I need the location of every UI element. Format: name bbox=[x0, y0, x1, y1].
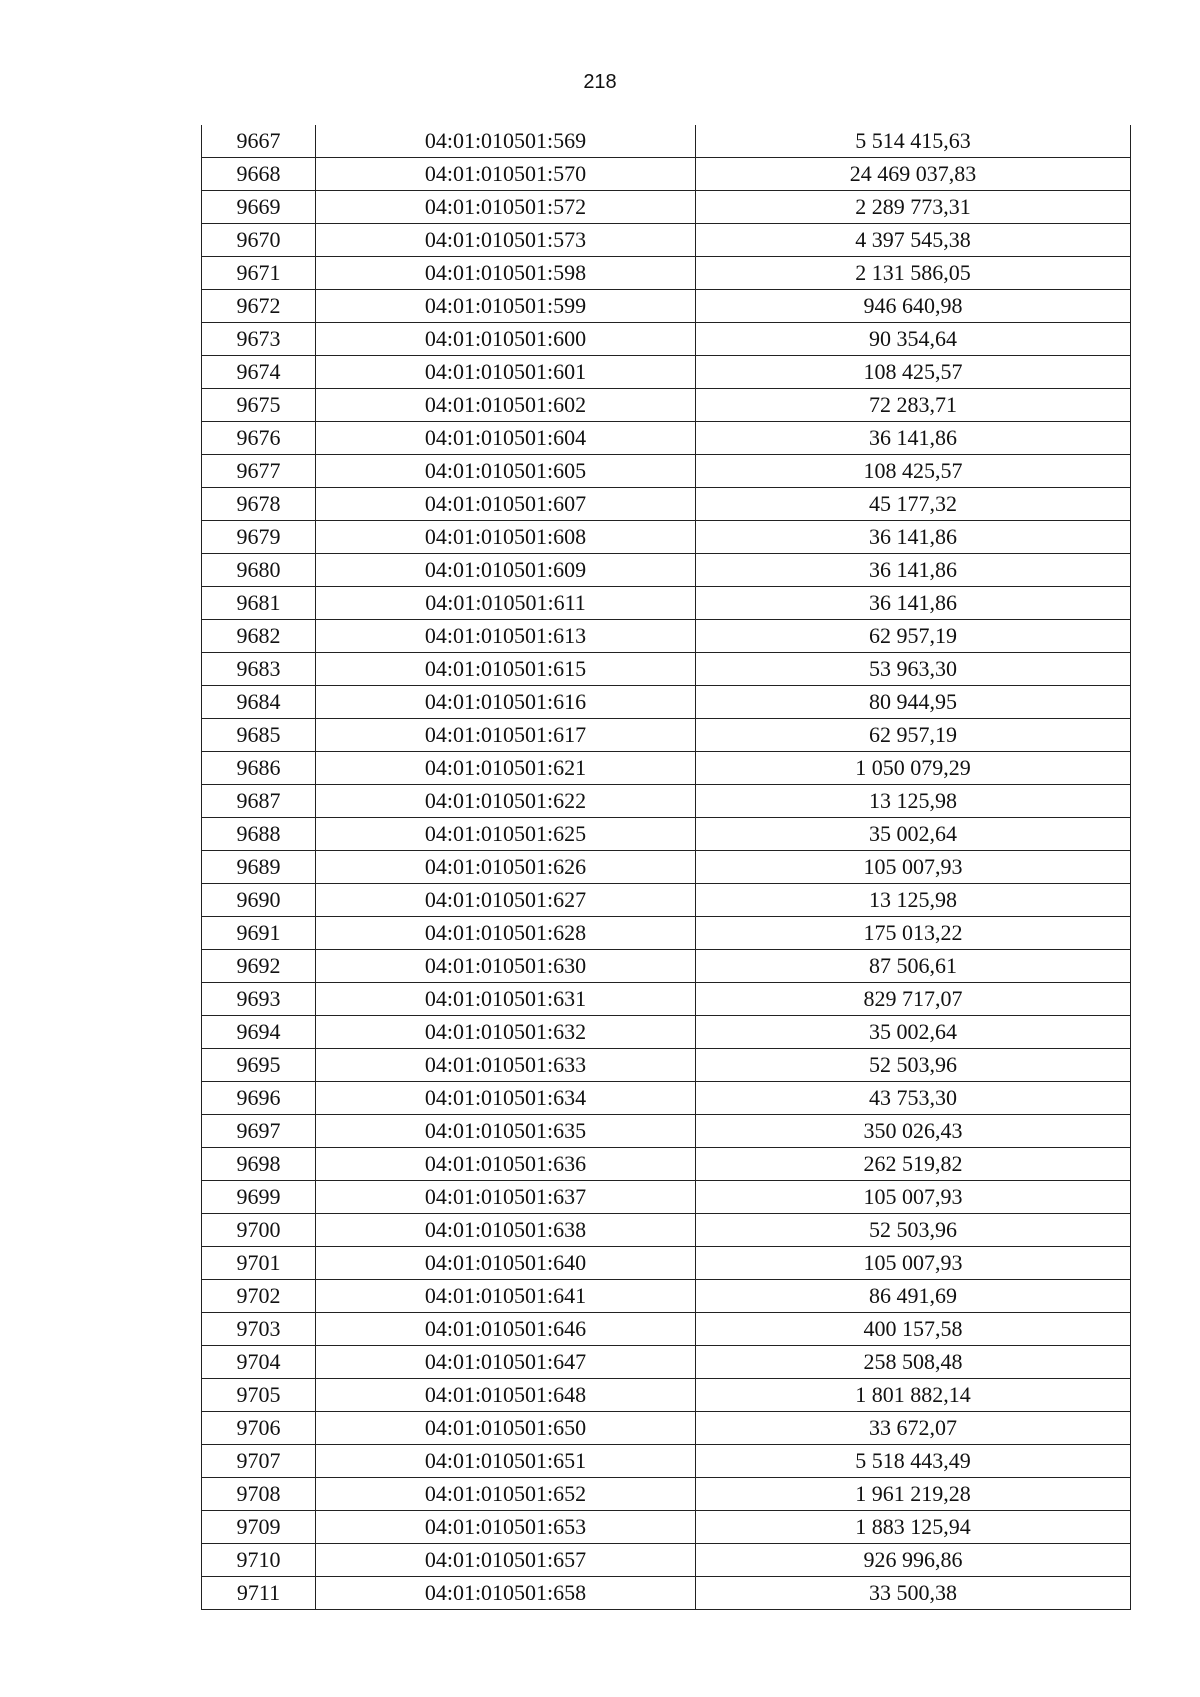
cadastral-number-cell: 04:01:010501:646 bbox=[316, 1313, 696, 1346]
value-cell: 946 640,98 bbox=[696, 290, 1131, 323]
cadastral-number-cell: 04:01:010501:572 bbox=[316, 191, 696, 224]
table-row bbox=[202, 1115, 1131, 1148]
row-number-cell: 9698 bbox=[202, 1148, 316, 1181]
table-row bbox=[202, 653, 1131, 686]
value-cell: 87 506,61 bbox=[696, 950, 1131, 983]
table-row bbox=[202, 1181, 1131, 1214]
value-cell: 72 283,71 bbox=[696, 389, 1131, 422]
row-number-cell: 9692 bbox=[202, 950, 316, 983]
cadastral-number-cell: 04:01:010501:658 bbox=[316, 1577, 696, 1610]
table-row bbox=[202, 422, 1131, 455]
table-row bbox=[202, 917, 1131, 950]
row-number-cell: 9668 bbox=[202, 158, 316, 191]
table-row bbox=[202, 752, 1131, 785]
table-row bbox=[202, 191, 1131, 224]
table-row bbox=[202, 1082, 1131, 1115]
value-cell: 35 002,64 bbox=[696, 1016, 1131, 1049]
cadastral-number-cell: 04:01:010501:630 bbox=[316, 950, 696, 983]
row-number-cell: 9700 bbox=[202, 1214, 316, 1247]
row-number-cell: 9711 bbox=[202, 1577, 316, 1610]
value-cell: 52 503,96 bbox=[696, 1214, 1131, 1247]
value-cell: 2 289 773,31 bbox=[696, 191, 1131, 224]
row-number-cell: 9681 bbox=[202, 587, 316, 620]
row-number-cell: 9690 bbox=[202, 884, 316, 917]
row-number-cell: 9677 bbox=[202, 455, 316, 488]
row-number-cell: 9669 bbox=[202, 191, 316, 224]
value-cell: 43 753,30 bbox=[696, 1082, 1131, 1115]
table-row bbox=[202, 884, 1131, 917]
row-number-cell: 9676 bbox=[202, 422, 316, 455]
cadastral-number-cell: 04:01:010501:632 bbox=[316, 1016, 696, 1049]
row-number-cell: 9670 bbox=[202, 224, 316, 257]
row-number-cell: 9674 bbox=[202, 356, 316, 389]
row-number-cell: 9699 bbox=[202, 1181, 316, 1214]
value-cell: 829 717,07 bbox=[696, 983, 1131, 1016]
row-number-cell: 9691 bbox=[202, 917, 316, 950]
cadastral-number-cell: 04:01:010501:611 bbox=[316, 587, 696, 620]
row-number-cell: 9709 bbox=[202, 1511, 316, 1544]
cadastral-number-cell: 04:01:010501:613 bbox=[316, 620, 696, 653]
table-row bbox=[202, 1016, 1131, 1049]
table-row bbox=[202, 455, 1131, 488]
table-row bbox=[202, 389, 1131, 422]
value-cell: 175 013,22 bbox=[696, 917, 1131, 950]
table-row bbox=[202, 818, 1131, 851]
row-number-cell: 9695 bbox=[202, 1049, 316, 1082]
cadastral-number-cell: 04:01:010501:600 bbox=[316, 323, 696, 356]
cadastral-number-cell: 04:01:010501:648 bbox=[316, 1379, 696, 1412]
row-number-cell: 9680 bbox=[202, 554, 316, 587]
cadastral-number-cell: 04:01:010501:607 bbox=[316, 488, 696, 521]
value-cell: 1 961 219,28 bbox=[696, 1478, 1131, 1511]
value-cell: 45 177,32 bbox=[696, 488, 1131, 521]
table-row bbox=[202, 488, 1131, 521]
table-row bbox=[202, 785, 1131, 818]
row-number-cell: 9706 bbox=[202, 1412, 316, 1445]
page-number: 218 bbox=[583, 71, 617, 93]
value-cell: 52 503,96 bbox=[696, 1049, 1131, 1082]
table-row bbox=[202, 1544, 1131, 1577]
row-number-cell: 9705 bbox=[202, 1379, 316, 1412]
cadastral-number-cell: 04:01:010501:615 bbox=[316, 653, 696, 686]
value-cell: 80 944,95 bbox=[696, 686, 1131, 719]
cadastral-number-cell: 04:01:010501:604 bbox=[316, 422, 696, 455]
table-row bbox=[202, 1379, 1131, 1412]
row-number-cell: 9710 bbox=[202, 1544, 316, 1577]
table-row bbox=[202, 1247, 1131, 1280]
value-cell: 33 672,07 bbox=[696, 1412, 1131, 1445]
cadastral-number-cell: 04:01:010501:651 bbox=[316, 1445, 696, 1478]
row-number-cell: 9673 bbox=[202, 323, 316, 356]
value-cell: 90 354,64 bbox=[696, 323, 1131, 356]
table-row bbox=[202, 521, 1131, 554]
value-cell: 36 141,86 bbox=[696, 554, 1131, 587]
row-number-cell: 9701 bbox=[202, 1247, 316, 1280]
cadastral-number-cell: 04:01:010501:634 bbox=[316, 1082, 696, 1115]
row-number-cell: 9693 bbox=[202, 983, 316, 1016]
cadastral-number-cell: 04:01:010501:628 bbox=[316, 917, 696, 950]
row-number-cell: 9678 bbox=[202, 488, 316, 521]
table-row bbox=[202, 290, 1131, 323]
cadastral-number-cell: 04:01:010501:601 bbox=[316, 356, 696, 389]
value-cell: 36 141,86 bbox=[696, 587, 1131, 620]
table-row bbox=[202, 1445, 1131, 1478]
cadastral-number-cell: 04:01:010501:617 bbox=[316, 719, 696, 752]
row-number-cell: 9684 bbox=[202, 686, 316, 719]
cadastral-number-cell: 04:01:010501:653 bbox=[316, 1511, 696, 1544]
cadastral-number-cell: 04:01:010501:621 bbox=[316, 752, 696, 785]
cadastral-number-cell: 04:01:010501:605 bbox=[316, 455, 696, 488]
value-cell: 108 425,57 bbox=[696, 356, 1131, 389]
value-cell: 33 500,38 bbox=[696, 1577, 1131, 1610]
value-cell: 62 957,19 bbox=[696, 719, 1131, 752]
cadastral-number-cell: 04:01:010501:636 bbox=[316, 1148, 696, 1181]
value-cell: 105 007,93 bbox=[696, 1247, 1131, 1280]
table-row bbox=[202, 1049, 1131, 1082]
row-number-cell: 9697 bbox=[202, 1115, 316, 1148]
table-row bbox=[202, 1148, 1131, 1181]
table-row bbox=[202, 125, 1131, 158]
cadastral-number-cell: 04:01:010501:647 bbox=[316, 1346, 696, 1379]
value-cell: 86 491,69 bbox=[696, 1280, 1131, 1313]
value-cell: 5 518 443,49 bbox=[696, 1445, 1131, 1478]
table-row bbox=[202, 158, 1131, 191]
value-cell: 1 883 125,94 bbox=[696, 1511, 1131, 1544]
table-row bbox=[202, 851, 1131, 884]
table-row bbox=[202, 587, 1131, 620]
row-number-cell: 9708 bbox=[202, 1478, 316, 1511]
value-cell: 4 397 545,38 bbox=[696, 224, 1131, 257]
table-row bbox=[202, 257, 1131, 290]
row-number-cell: 9702 bbox=[202, 1280, 316, 1313]
cadastral-number-cell: 04:01:010501:637 bbox=[316, 1181, 696, 1214]
row-number-cell: 9689 bbox=[202, 851, 316, 884]
value-cell: 1 050 079,29 bbox=[696, 752, 1131, 785]
cadastral-number-cell: 04:01:010501:638 bbox=[316, 1214, 696, 1247]
row-number-cell: 9686 bbox=[202, 752, 316, 785]
value-cell: 35 002,64 bbox=[696, 818, 1131, 851]
row-number-cell: 9704 bbox=[202, 1346, 316, 1379]
row-number-cell: 9707 bbox=[202, 1445, 316, 1478]
cadastral-number-cell: 04:01:010501:640 bbox=[316, 1247, 696, 1280]
cadastral-number-cell: 04:01:010501:622 bbox=[316, 785, 696, 818]
cadastral-number-cell: 04:01:010501:641 bbox=[316, 1280, 696, 1313]
cadastral-number-cell: 04:01:010501:631 bbox=[316, 983, 696, 1016]
value-cell: 105 007,93 bbox=[696, 851, 1131, 884]
row-number-cell: 9694 bbox=[202, 1016, 316, 1049]
cadastral-value-table bbox=[201, 125, 1131, 1610]
value-cell: 108 425,57 bbox=[696, 455, 1131, 488]
cadastral-number-cell: 04:01:010501:599 bbox=[316, 290, 696, 323]
table-row bbox=[202, 554, 1131, 587]
value-cell: 24 469 037,83 bbox=[696, 158, 1131, 191]
table-row bbox=[202, 323, 1131, 356]
table-row bbox=[202, 1511, 1131, 1544]
cadastral-number-cell: 04:01:010501:598 bbox=[316, 257, 696, 290]
cadastral-number-cell: 04:01:010501:570 bbox=[316, 158, 696, 191]
table-row bbox=[202, 1478, 1131, 1511]
cadastral-number-cell: 04:01:010501:657 bbox=[316, 1544, 696, 1577]
value-cell: 62 957,19 bbox=[696, 620, 1131, 653]
value-cell: 13 125,98 bbox=[696, 884, 1131, 917]
table-row bbox=[202, 950, 1131, 983]
cadastral-number-cell: 04:01:010501:616 bbox=[316, 686, 696, 719]
table-row bbox=[202, 1412, 1131, 1445]
cadastral-number-cell: 04:01:010501:626 bbox=[316, 851, 696, 884]
table-row bbox=[202, 620, 1131, 653]
value-cell: 5 514 415,63 bbox=[696, 125, 1131, 158]
value-cell: 350 026,43 bbox=[696, 1115, 1131, 1148]
cadastral-number-cell: 04:01:010501:650 bbox=[316, 1412, 696, 1445]
table-row bbox=[202, 1346, 1131, 1379]
value-cell: 400 157,58 bbox=[696, 1313, 1131, 1346]
row-number-cell: 9683 bbox=[202, 653, 316, 686]
value-cell: 1 801 882,14 bbox=[696, 1379, 1131, 1412]
cadastral-number-cell: 04:01:010501:569 bbox=[316, 125, 696, 158]
row-number-cell: 9685 bbox=[202, 719, 316, 752]
table-row bbox=[202, 1313, 1131, 1346]
row-number-cell: 9682 bbox=[202, 620, 316, 653]
table-row bbox=[202, 356, 1131, 389]
value-cell: 36 141,86 bbox=[696, 521, 1131, 554]
cadastral-number-cell: 04:01:010501:633 bbox=[316, 1049, 696, 1082]
table-row bbox=[202, 983, 1131, 1016]
row-number-cell: 9667 bbox=[202, 125, 316, 158]
row-number-cell: 9703 bbox=[202, 1313, 316, 1346]
row-number-cell: 9672 bbox=[202, 290, 316, 323]
value-cell: 262 519,82 bbox=[696, 1148, 1131, 1181]
cadastral-number-cell: 04:01:010501:573 bbox=[316, 224, 696, 257]
table-row bbox=[202, 1280, 1131, 1313]
value-cell: 13 125,98 bbox=[696, 785, 1131, 818]
table-row bbox=[202, 719, 1131, 752]
row-number-cell: 9679 bbox=[202, 521, 316, 554]
value-cell: 258 508,48 bbox=[696, 1346, 1131, 1379]
value-cell: 2 131 586,05 bbox=[696, 257, 1131, 290]
table-row bbox=[202, 1577, 1131, 1610]
cadastral-number-cell: 04:01:010501:627 bbox=[316, 884, 696, 917]
value-cell: 36 141,86 bbox=[696, 422, 1131, 455]
row-number-cell: 9671 bbox=[202, 257, 316, 290]
value-cell: 53 963,30 bbox=[696, 653, 1131, 686]
table-body bbox=[202, 125, 1131, 1610]
table-row bbox=[202, 224, 1131, 257]
row-number-cell: 9696 bbox=[202, 1082, 316, 1115]
value-cell: 105 007,93 bbox=[696, 1181, 1131, 1214]
table-row bbox=[202, 1214, 1131, 1247]
cadastral-number-cell: 04:01:010501:652 bbox=[316, 1478, 696, 1511]
cadastral-number-cell: 04:01:010501:625 bbox=[316, 818, 696, 851]
cadastral-number-cell: 04:01:010501:602 bbox=[316, 389, 696, 422]
cadastral-number-cell: 04:01:010501:609 bbox=[316, 554, 696, 587]
row-number-cell: 9687 bbox=[202, 785, 316, 818]
cadastral-number-cell: 04:01:010501:608 bbox=[316, 521, 696, 554]
row-number-cell: 9675 bbox=[202, 389, 316, 422]
cadastral-number-cell: 04:01:010501:635 bbox=[316, 1115, 696, 1148]
value-cell: 926 996,86 bbox=[696, 1544, 1131, 1577]
table-row bbox=[202, 686, 1131, 719]
row-number-cell: 9688 bbox=[202, 818, 316, 851]
